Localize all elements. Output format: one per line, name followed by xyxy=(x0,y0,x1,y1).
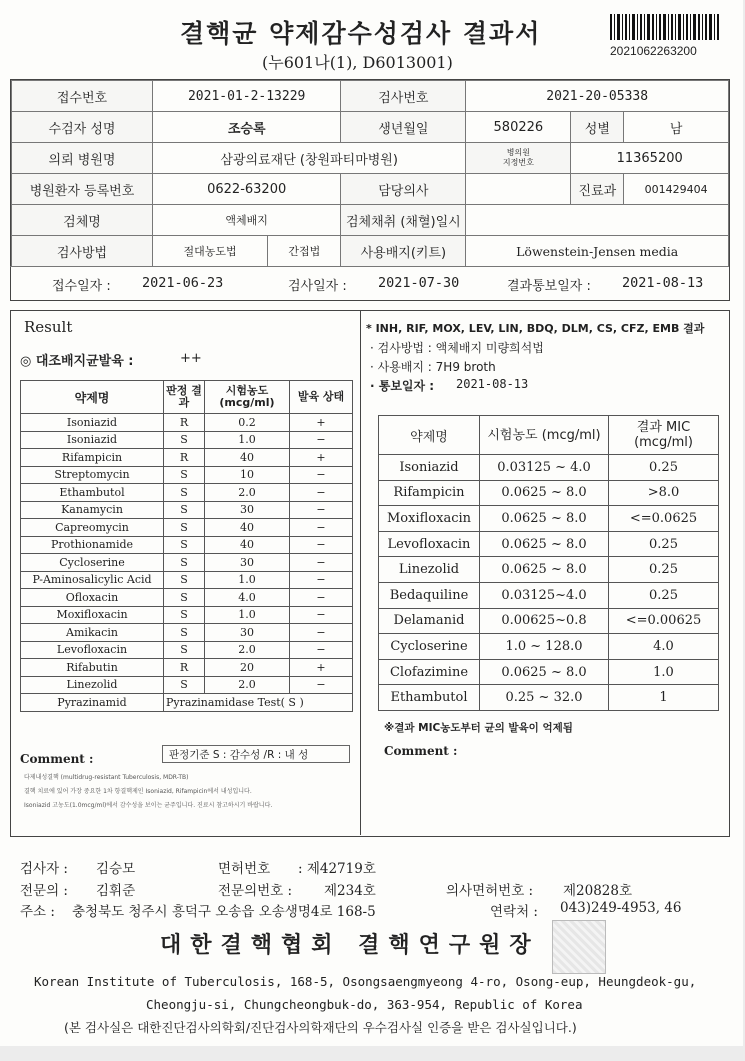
result-cell: S xyxy=(164,589,205,607)
growth-cell: − xyxy=(290,676,353,694)
mic-concentration-cell: 0.03125~4.0 xyxy=(480,582,609,608)
drug-cell: Amikacin xyxy=(21,624,164,642)
reported-date: 2021-08-13 xyxy=(622,275,704,291)
table-row xyxy=(21,571,353,589)
mic-drug-cell: Clofazimine xyxy=(379,659,480,685)
drug-cell: Rifampicin xyxy=(21,449,164,467)
drug-cell: Ofloxacin xyxy=(21,589,164,607)
concentration-cell: 30 xyxy=(205,501,290,519)
growth-cell: − xyxy=(290,501,353,519)
sex: 남 xyxy=(624,112,729,143)
table-row xyxy=(21,641,353,659)
drug-cell: Prothionamide xyxy=(21,536,164,554)
tested-date: 2021-07-30 xyxy=(378,275,460,291)
institute-director: 대한결핵협회 결핵연구원장 xyxy=(160,933,540,958)
growth-cell: − xyxy=(290,484,353,502)
growth-cell: − xyxy=(290,571,353,589)
reg-no-label: 병원환자 등록번호 xyxy=(12,174,153,205)
col-growth: 발육 상태 xyxy=(290,381,353,414)
result-cell: S xyxy=(164,466,205,484)
method-label: 검사방법 xyxy=(12,236,153,267)
table-row xyxy=(379,480,719,506)
test-no-label: 검사번호 xyxy=(341,81,466,112)
concentration-cell: 30 xyxy=(205,624,290,642)
address-label: 주소 : xyxy=(20,904,55,920)
license-label: 면허번호 xyxy=(218,861,271,877)
mic-result-cell: 0.25 xyxy=(609,455,719,481)
growth-cell: − xyxy=(290,536,353,554)
patient-name: 조승록 xyxy=(153,112,341,143)
concentration-cell: 1.0 xyxy=(205,606,290,624)
concentration-cell: 4.0 xyxy=(205,589,290,607)
result-cell: S xyxy=(164,519,205,537)
mic-col-result: 결과 MIC (mcg/ml) xyxy=(609,416,719,455)
concentration-cell: 2.0 xyxy=(205,484,290,502)
col-drug: 약제명 xyxy=(21,381,164,414)
mic-result-cell: 1 xyxy=(609,685,719,711)
table-row xyxy=(21,554,353,572)
hospital-code-label-line1: 병의원 xyxy=(506,148,530,157)
result-cell: S xyxy=(164,624,205,642)
mic-concentration-cell: 0.0625 ~ 8.0 xyxy=(480,557,609,583)
mic-drug-cell: Linezolid xyxy=(379,557,480,583)
english-address-1: Korean Institute of Tuberculosis, 168-5, Osongsaengmyeong 4-ro, Osong-eup, Heungdeok-gu, xyxy=(34,974,697,989)
mic-result-cell: >8.0 xyxy=(609,480,719,506)
control-growth-value: ++ xyxy=(180,351,202,366)
drug-cell: Moxifloxacin xyxy=(21,606,164,624)
comment-note-1: 다제내성결핵 (multidrug-resistant Tuberculosis, MDR-TB) xyxy=(24,774,189,781)
report-title: 결핵균 약제감수성검사 결과서 xyxy=(180,19,542,48)
mic-note: ※결과 MIC농도부터 균의 발육이 억제됨 xyxy=(384,722,573,734)
kit: Löwenstein-Jensen media xyxy=(466,236,729,267)
dob-label: 생년월일 xyxy=(341,112,466,143)
collection-label: 검체채취 (채혈)일시 xyxy=(341,205,466,236)
comment-note-3: Isoniazid 고농도(1.0mcg/ml)에서 감수성을 보이는 균주입니다. 진료시 참고하시기 바랍니다. xyxy=(24,802,273,809)
collection xyxy=(466,205,729,236)
mic-result-cell: 4.0 xyxy=(609,634,719,660)
received-date: 2021-06-23 xyxy=(142,275,224,291)
table-row xyxy=(379,557,719,583)
specialist-no: 제234호 xyxy=(324,883,376,899)
concentration-cell: 0.2 xyxy=(205,414,290,432)
received-label: 접수일자 : xyxy=(52,279,111,294)
method-absolute: 절대농도법 xyxy=(153,236,268,267)
mic-result-cell: <=0.0625 xyxy=(609,506,719,532)
mic-result-cell: 0.25 xyxy=(609,531,719,557)
mic-concentration-cell: 0.0625 ~ 8.0 xyxy=(480,659,609,685)
concentration-cell: 2.0 xyxy=(205,641,290,659)
concentration-cell: 1.0 xyxy=(205,431,290,449)
mic-result-cell: 0.25 xyxy=(609,557,719,583)
mic-drug-cell: Moxifloxacin xyxy=(379,506,480,532)
report-code: (누601나(1), D6013001) xyxy=(262,53,453,72)
drug-cell: Cycloserine xyxy=(21,554,164,572)
mic-comment-label: Comment : xyxy=(384,744,458,758)
result-cell: S xyxy=(164,431,205,449)
concentration-cell: 40 xyxy=(205,449,290,467)
table-row xyxy=(379,582,719,608)
method-indirect: 간접법 xyxy=(268,236,341,267)
specimen-label: 검체명 xyxy=(12,205,153,236)
dob: 580226 xyxy=(466,112,571,143)
mic-drug-cell: Isoniazid xyxy=(379,455,480,481)
certification-note: (본 검사실은 대한진단검사의학회/진단검사의학재단의 우수검사실 인증을 받은 검사실입니다.) xyxy=(64,1020,577,1035)
kit-label: 사용배지(키트) xyxy=(341,236,466,267)
col-concentration: 시험농도 (mcg/ml) xyxy=(205,381,290,414)
result-cell: S xyxy=(164,536,205,554)
left-comment-label: Comment : xyxy=(20,752,94,766)
mic-result-cell: 0.25 xyxy=(609,582,719,608)
concentration-cell: 2.0 xyxy=(205,676,290,694)
test-no: 2021-20-05338 xyxy=(466,81,729,112)
drug-cell: Linezolid xyxy=(21,676,164,694)
hospital-code: 11365200 xyxy=(571,143,729,174)
mic-media-line: · 사용배지 : 7H9 broth xyxy=(370,360,496,374)
result-cell: S xyxy=(164,501,205,519)
mic-drug-cell: Levofloxacin xyxy=(379,531,480,557)
contact-label: 연락처 : xyxy=(490,904,538,920)
control-growth-label: ◎ 대조배지균발육 : xyxy=(20,354,134,369)
result-cell: S xyxy=(164,571,205,589)
hospital-label: 의뢰 병원명 xyxy=(12,143,153,174)
growth-cell: − xyxy=(290,519,353,537)
comment-note-2: 결핵 치료에 있어 가장 중요한 1차 항결핵제인 Isoniazid, Rifampicin에서 내성입니다. xyxy=(24,788,252,795)
table-row xyxy=(379,634,719,660)
table-row xyxy=(21,536,353,554)
specimen: 액체배지 xyxy=(153,205,341,236)
mic-report-label: · 통보일자 : xyxy=(370,379,435,393)
growth-cell: + xyxy=(290,449,353,467)
reg-no: 0622-63200 xyxy=(153,174,341,205)
concentration-cell: 20 xyxy=(205,659,290,677)
mic-result-cell: 1.0 xyxy=(609,659,719,685)
mic-report-date: 2021-08-13 xyxy=(456,377,529,391)
tested-label: 검사일자 : xyxy=(288,279,347,294)
result-cell: S xyxy=(164,606,205,624)
mic-drug-cell: Rifampicin xyxy=(379,480,480,506)
reported-label: 결과통보일자 : xyxy=(507,279,591,294)
mic-concentration-cell: 0.0625 ~ 8.0 xyxy=(480,480,609,506)
growth-cell: − xyxy=(290,589,353,607)
table-row xyxy=(21,431,353,449)
table-row xyxy=(21,659,353,677)
growth-cell: + xyxy=(290,659,353,677)
drug-cell: Isoniazid xyxy=(21,431,164,449)
table-row xyxy=(21,449,353,467)
pza-result: Pyrazinamidase Test( S ) xyxy=(164,694,353,712)
doctor xyxy=(466,174,571,205)
growth-cell: − xyxy=(290,624,353,642)
growth-cell: + xyxy=(290,414,353,432)
table-row xyxy=(21,466,353,484)
table-row xyxy=(21,624,353,642)
specialist-no-label: 전문의번호 : xyxy=(218,883,293,899)
growth-cell: − xyxy=(290,641,353,659)
table-row xyxy=(379,506,719,532)
address: 충청북도 청주시 흥덕구 오송읍 오송생명4로 168-5 xyxy=(72,904,376,920)
result-cell: R xyxy=(164,659,205,677)
result-cell: S xyxy=(164,484,205,502)
col-result: 판정 결과 xyxy=(164,381,205,414)
doctor-license-label: 의사면허번호 : xyxy=(446,883,534,899)
mic-col-drug: 약제명 xyxy=(379,416,480,455)
table-row xyxy=(21,676,353,694)
tester-label: 검사자 : xyxy=(20,861,68,877)
name-label: 수검자 성명 xyxy=(12,112,153,143)
dates-row xyxy=(10,266,728,299)
concentration-cell: 40 xyxy=(205,536,290,554)
criteria-box: 판정기준 S : 감수성 /R : 내 성 xyxy=(162,745,350,763)
result-heading: Result xyxy=(24,318,73,336)
result-divider xyxy=(360,310,361,835)
result-cell: S xyxy=(164,676,205,694)
receipt-no-label: 접수번호 xyxy=(12,81,153,112)
barcode-number: 2021062263200 xyxy=(610,44,697,58)
mic-drug-cell: Cycloserine xyxy=(379,634,480,660)
mic-rows xyxy=(379,455,719,711)
mic-table xyxy=(378,415,719,711)
table-row xyxy=(379,685,719,711)
barcode-icon xyxy=(610,14,720,40)
mic-concentration-cell: 0.25 ~ 32.0 xyxy=(480,685,609,711)
concentration-cell: 1.0 xyxy=(205,571,290,589)
patient-info-table xyxy=(11,80,729,267)
mic-col-concentration: 시험농도 (mcg/ml) xyxy=(480,416,609,455)
growth-cell: − xyxy=(290,606,353,624)
concentration-cell: 10 xyxy=(205,466,290,484)
table-row xyxy=(21,606,353,624)
growth-cell: − xyxy=(290,466,353,484)
mic-result-cell: <=0.00625 xyxy=(609,608,719,634)
susceptibility-rows xyxy=(21,414,353,694)
table-row xyxy=(21,589,353,607)
drug-cell: P-Aminosalicylic Acid xyxy=(21,571,164,589)
susceptibility-table xyxy=(20,380,353,712)
mic-drugs-line: * INH, RIF, MOX, LEV, LIN, BDQ, DLM, CS, CFZ, EMB 결과 xyxy=(366,322,705,335)
growth-cell: − xyxy=(290,554,353,572)
table-row xyxy=(21,501,353,519)
hospital-code-label-line2: 지정번호 xyxy=(502,158,534,167)
result-cell: S xyxy=(164,641,205,659)
mic-concentration-cell: 0.0625 ~ 8.0 xyxy=(480,506,609,532)
table-row xyxy=(379,531,719,557)
drug-cell: Streptomycin xyxy=(21,466,164,484)
pza-drug: Pyrazinamid xyxy=(21,694,164,712)
hospital-code-label xyxy=(466,143,571,174)
mic-drug-cell: Bedaquiline xyxy=(379,582,480,608)
table-row xyxy=(21,414,353,432)
mic-method-line: · 검사방법 : 액체배지 미량희석법 xyxy=(370,341,544,355)
tester-name: 김승모 xyxy=(96,861,136,877)
table-row xyxy=(379,659,719,685)
growth-cell: − xyxy=(290,431,353,449)
english-address-2: Cheongju-si, Chungcheongbuk-do, 363-954, Republic of Korea xyxy=(146,997,583,1012)
receipt-no: 2021-01-2-13229 xyxy=(153,81,341,112)
drug-cell: Isoniazid xyxy=(21,414,164,432)
specialist-name: 김휘준 xyxy=(96,883,136,899)
table-row xyxy=(21,519,353,537)
dept-label: 진료과 xyxy=(571,174,624,205)
result-cell: R xyxy=(164,449,205,467)
doctor-label: 담당의사 xyxy=(341,174,466,205)
mic-concentration-cell: 0.00625~0.8 xyxy=(480,608,609,634)
result-cell: R xyxy=(164,414,205,432)
sex-label: 성별 xyxy=(571,112,624,143)
mic-concentration-cell: 0.0625 ~ 8.0 xyxy=(480,531,609,557)
mic-drug-cell: Delamanid xyxy=(379,608,480,634)
mic-concentration-cell: 1.0 ~ 128.0 xyxy=(480,634,609,660)
doctor-license: 제20828호 xyxy=(563,883,633,899)
hospital-name: 삼광의료재단 (창원파티마병원) xyxy=(153,143,466,174)
drug-cell: Kanamycin xyxy=(21,501,164,519)
drug-cell: Levofloxacin xyxy=(21,641,164,659)
mic-drug-cell: Ethambutol xyxy=(379,685,480,711)
specialist-label: 전문의 : xyxy=(20,883,68,899)
dept: 001429404 xyxy=(624,174,729,205)
table-row xyxy=(379,608,719,634)
table-row xyxy=(21,484,353,502)
table-row xyxy=(379,455,719,481)
official-seal-icon xyxy=(552,920,606,974)
mic-concentration-cell: 0.03125 ~ 4.0 xyxy=(480,455,609,481)
drug-cell: Rifabutin xyxy=(21,659,164,677)
drug-cell: Ethambutol xyxy=(21,484,164,502)
concentration-cell: 40 xyxy=(205,519,290,537)
license-number: : 제42719호 xyxy=(298,861,376,877)
contact: 043)249-4953, 46 xyxy=(560,900,682,916)
result-cell: S xyxy=(164,554,205,572)
drug-cell: Capreomycin xyxy=(21,519,164,537)
concentration-cell: 30 xyxy=(205,554,290,572)
